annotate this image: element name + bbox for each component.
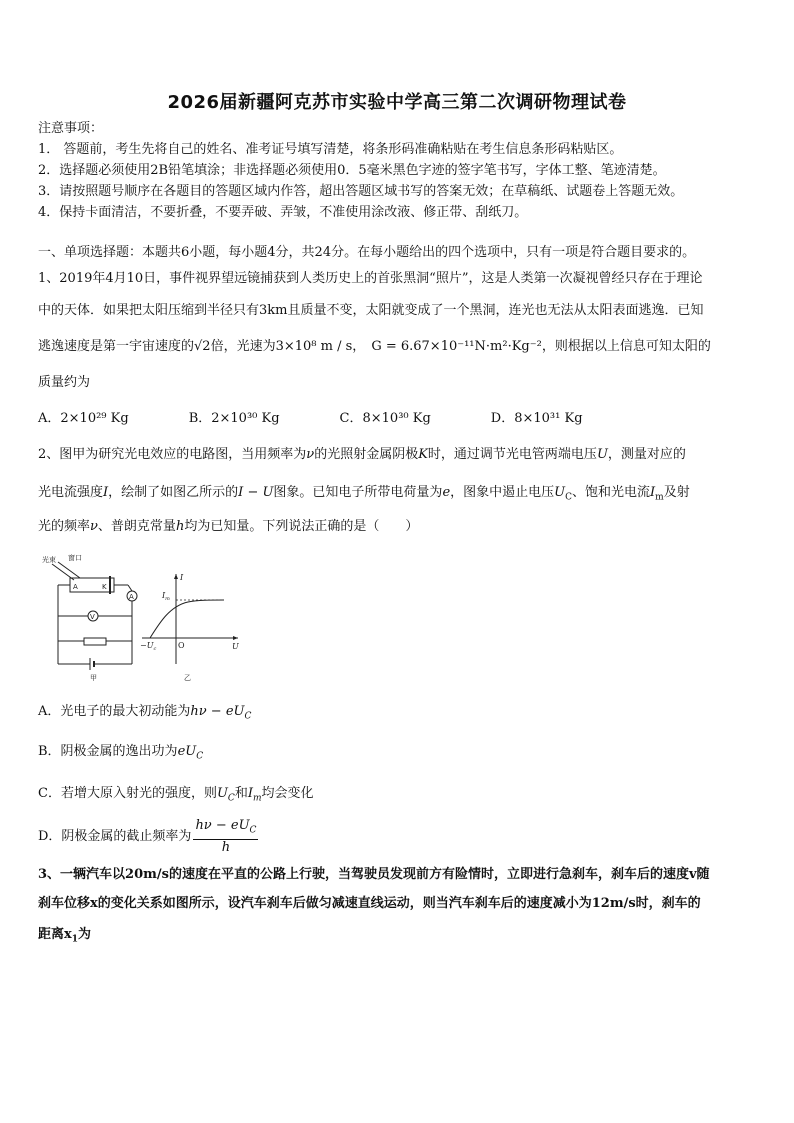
- label-light-beam: 光束: [42, 556, 56, 564]
- notice-item-1: 1． 答题前，考生先将自己的姓名、准考证号填写清楚，将条形码准确粘贴在考生信息条形码粘贴区。: [38, 142, 623, 157]
- q2-text: 、饱和光电流: [572, 485, 651, 500]
- exam-title: 2026届新疆阿克苏市实验中学高三第二次调研物理试卷: [167, 92, 627, 113]
- label-im-main: I: [162, 591, 166, 600]
- label-figure-yi: 乙: [184, 674, 191, 682]
- q3-line2: 刹车位移x的变化关系如图所示，设汽车刹车后做匀减速直线运动，则当汽车刹车后的速度减小为12m/s时，刹车的: [38, 896, 701, 911]
- uc-symbol: U: [554, 485, 566, 500]
- im-subscript: m: [655, 492, 664, 503]
- cutoff-frequency-fraction: [193, 818, 258, 856]
- h-symbol: h: [175, 519, 185, 534]
- option-c-math-2: I: [247, 786, 253, 801]
- iu-graph: [140, 573, 239, 682]
- x1-symbol: x: [64, 927, 72, 942]
- q3-text: 距离: [38, 927, 65, 942]
- option-c-math-1: U: [216, 786, 228, 801]
- q2-text: ，测量对应的: [607, 447, 686, 462]
- q1-options: [38, 410, 760, 428]
- q3-line1: 3、一辆汽车以20m/s的速度在平直的公路上行驶，当驾驶员发现前方有险情时，立即进行急刹车，刹车后的速度v随: [38, 867, 710, 882]
- q1-line4: 质量约为: [38, 375, 91, 390]
- label-neg-uc: [140, 641, 156, 652]
- option-text: 均会变化: [261, 786, 314, 801]
- option-a-subscript: C: [244, 711, 252, 722]
- option-b-math: eU: [177, 744, 197, 759]
- q2-line1: [38, 446, 760, 464]
- notice-heading: 注意事项：: [38, 121, 104, 136]
- uc-subscript: C: [565, 492, 573, 503]
- q1-option-b: B．2×10³⁰ Kg: [188, 411, 280, 426]
- label-im-sub: m: [165, 596, 170, 602]
- option-b-subscript: C: [196, 751, 204, 762]
- q2-text: 光的频率: [38, 519, 91, 534]
- option-text: D．阴极金属的截止频率为: [38, 828, 192, 844]
- wire: [128, 585, 132, 591]
- label-im: [161, 591, 170, 602]
- option-c-subscript-1: C: [227, 793, 235, 804]
- sqrt2-math: √2: [194, 339, 211, 354]
- q1-line3-text-c: ，: [352, 339, 366, 354]
- q3-text: 为: [78, 927, 92, 942]
- fraction-numerator-main: hν − eU: [195, 818, 250, 833]
- light-speed-math: 3×10⁸ m / s: [275, 339, 353, 354]
- option-text: 和: [234, 786, 248, 801]
- u-axis-arrow: [233, 636, 238, 640]
- q1-line2: 中的天体．如果把太阳压缩到半径只有3km且质量不变，太阳就变成了一个黑洞，连光也无法从太阳表面逃逸．已知: [38, 303, 704, 318]
- q2-option-c: [38, 785, 760, 808]
- i-symbol: I: [103, 485, 109, 500]
- fraction-numerator: [193, 818, 258, 840]
- q1-option-a: A．2×10²⁹ Kg: [38, 411, 129, 426]
- q1-option-c: C．8×10³⁰ Kg: [339, 411, 431, 426]
- label-u-axis: U: [232, 642, 239, 651]
- photoelectric-figure: [38, 552, 248, 682]
- q1-line3-text-b: 倍，光速为: [210, 339, 276, 354]
- label-i-axis: I: [180, 573, 184, 582]
- q2-text: 的光照射金属阴极: [314, 447, 419, 462]
- light-beam-arrow: [58, 562, 80, 578]
- u-symbol: U: [596, 447, 608, 462]
- label-figure-jia: 甲: [90, 674, 97, 682]
- option-a-math: hν − eU: [190, 704, 245, 719]
- q1-line3-text-a: 逃逸速度是第一宇宙速度的: [38, 339, 195, 354]
- option-text: A．光电子的最大初动能为: [38, 704, 191, 719]
- q2-option-b: [38, 743, 760, 766]
- q2-text: 光电流强度: [38, 485, 104, 500]
- label-anode: A: [73, 583, 78, 591]
- iu-curve: [150, 600, 224, 638]
- label-ammeter: A: [129, 593, 134, 601]
- q2-text: 及射: [663, 485, 690, 500]
- q2-text: 均为已知量。下列说法正确的是（ ）: [184, 519, 419, 534]
- rheostat: [84, 638, 106, 645]
- label-neg-uc-sub: c: [153, 646, 157, 652]
- q1-option-d: D．8×10³¹ Kg: [490, 411, 583, 426]
- q2-text: 、普朗克常量: [97, 519, 176, 534]
- q2-text: 时，通过调节光电管两端电压: [427, 447, 597, 462]
- q2-text: ，绘制了如图乙所示的: [108, 485, 239, 500]
- fraction-numerator-sub: C: [249, 825, 257, 836]
- label-neg-uc-main: −U: [140, 641, 154, 650]
- notice-item-4: 4．保持卡面清洁，不要折叠，不要弄破、弄皱，不准使用涂改液、修正带、刮纸刀。: [38, 205, 528, 220]
- q2-text: ，图象中遏止电压: [450, 485, 555, 500]
- option-text: B．阴极金属的逸出功为: [38, 744, 178, 759]
- q2-line2: [38, 484, 760, 507]
- notice-item-3: 3．请按照题号顺序在各题目的答题区域内作答，超出答题区域书写的答案无效；在草稿纸、试题卷上答题无效。: [38, 184, 684, 199]
- q3-line3: [38, 926, 760, 949]
- q2-option-d: [38, 818, 760, 856]
- section-heading: 一、单项选择题：本题共6小题，每小题4分，共24分。在每小题给出的四个选项中，只有一项是符合题目要求的。: [38, 245, 696, 260]
- e-symbol: e: [442, 485, 451, 500]
- q1-line1: 1、2019年4月10日，事件视界望远镜捕获到人类历史上的首张黑洞“照片”，这是人类第一次凝视曾经只存在于理论: [38, 271, 703, 286]
- notice-item-2: 2．选择题必须使用2B铅笔填涂；非选择题必须使用0．5毫米黑色字迹的签字笔书写，字体工整、笔迹清楚。: [38, 163, 666, 178]
- q1-line3: [38, 338, 760, 356]
- fraction-denominator: h: [221, 839, 231, 855]
- option-text: C．若增大原入射光的强度，则: [38, 786, 217, 801]
- label-cathode: K: [102, 583, 107, 591]
- q1-line3-text-d: ，则根据以上信息可知太阳的: [541, 339, 711, 354]
- i-axis-arrow: [174, 574, 178, 579]
- label-voltmeter: V: [90, 613, 95, 621]
- label-origin: O: [178, 641, 185, 650]
- x1-subscript: 1: [71, 934, 79, 945]
- nu-symbol: ν: [306, 447, 315, 462]
- im-symbol: I: [650, 485, 656, 500]
- iu-symbol: I − U: [238, 485, 274, 500]
- nu-symbol: ν: [90, 519, 98, 534]
- q2-text: 图象。已知电子所带电荷量为: [273, 485, 443, 500]
- label-window: 窗口: [68, 554, 82, 562]
- gravity-constant-math: G = 6.67×10⁻¹¹N·m²·Kg⁻²: [371, 339, 542, 354]
- q2-text: 2、图甲为研究光电效应的电路图，当用频率为: [38, 447, 307, 462]
- q2-option-a: [38, 703, 760, 726]
- q2-line3: [38, 518, 760, 536]
- option-c-subscript-2: m: [252, 793, 262, 804]
- k-symbol: K: [418, 447, 428, 462]
